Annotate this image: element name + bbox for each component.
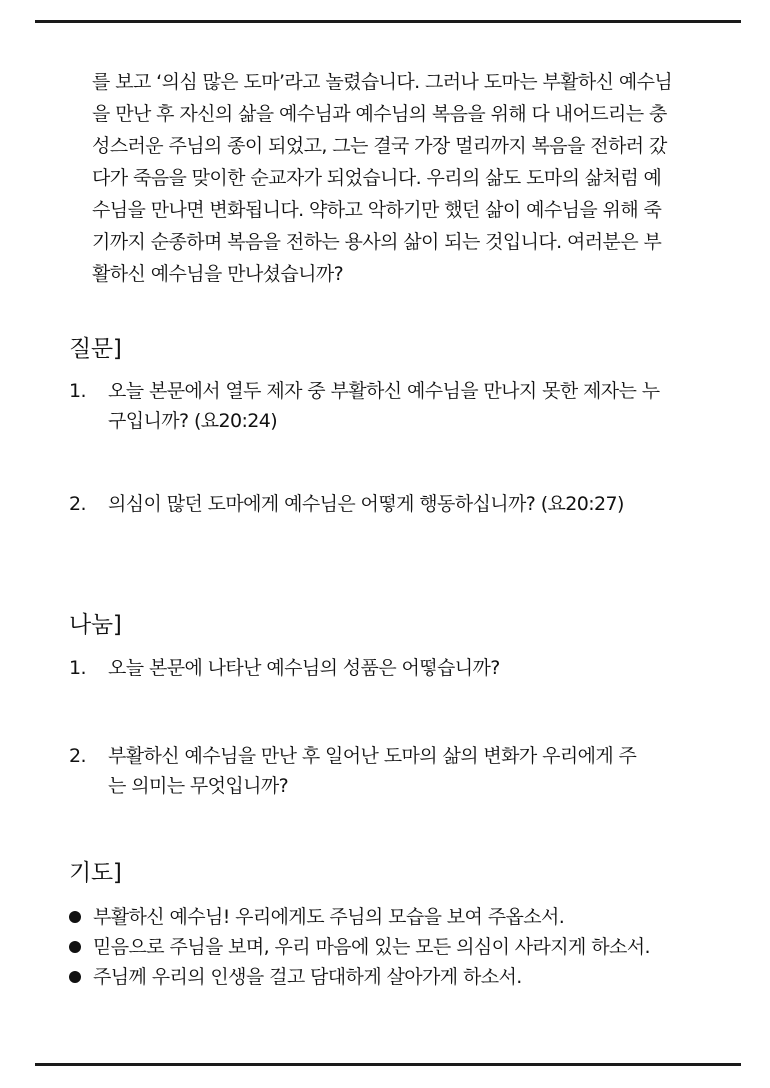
prayer-text: 믿음으로 주님을 보며, 우리 마음에 있는 모든 의심이 사라지게 하소서. bbox=[93, 936, 650, 958]
sharing-number: 1. bbox=[69, 657, 86, 679]
sharing-item-2 bbox=[69, 741, 709, 801]
prayer-text: 주님께 우리의 인생을 걸고 담대하게 살아가게 하소서. bbox=[93, 966, 522, 988]
intro-line: 성스러운 주님의 종이 되었고, 그는 결국 가장 멀리까지 복음을 전하러 갔 bbox=[92, 135, 667, 157]
question-text-line: 구입니까? (요20:24) bbox=[108, 410, 278, 432]
sharing-text-line: 부활하신 예수님을 만난 후 일어난 도마의 삶의 변화가 우리에게 주 bbox=[108, 745, 637, 767]
intro-line: 기까지 순종하며 복음을 전하는 용사의 삶이 되는 것입니다. 여러분은 부 bbox=[92, 231, 662, 253]
sharing-text-line: 오늘 본문에 나타난 예수님의 성품은 어떻습니까? bbox=[108, 657, 500, 679]
question-text-line: 의심이 많던 도마에게 예수님은 어떻게 행동하십니까? (요20:27) bbox=[108, 493, 624, 515]
intro-line: 을 만난 후 자신의 삶을 예수님과 예수님의 복음을 위해 다 내어드리는 충 bbox=[92, 103, 667, 125]
top-divider bbox=[35, 20, 741, 23]
prayer-item bbox=[69, 902, 564, 932]
prayer-text: 부활하신 예수님! 우리에게도 주님의 모습을 보여 주옵소서. bbox=[93, 906, 565, 928]
intro-paragraph bbox=[92, 66, 704, 290]
sharing-text-line: 는 의미는 무엇입니까? bbox=[108, 775, 289, 797]
prayer-item bbox=[69, 932, 650, 962]
question-number: 1. bbox=[69, 380, 86, 402]
question-item-2 bbox=[69, 489, 709, 519]
sharing-number: 2. bbox=[69, 745, 86, 767]
question-item-1 bbox=[69, 376, 709, 436]
prayer-item bbox=[69, 962, 522, 992]
intro-line: 를 보고 ‘의심 많은 도마’라고 놀렸습니다. 그러나 도마는 부활하신 예수님 bbox=[92, 71, 673, 93]
bullet-icon bbox=[69, 941, 81, 953]
question-number: 2. bbox=[69, 493, 86, 515]
question-text-line: 오늘 본문에서 열두 제자 중 부활하신 예수님을 만나지 못한 제자는 누 bbox=[108, 380, 660, 402]
questions-heading: 질문] bbox=[69, 336, 122, 362]
intro-line: 수님을 만나면 변화됩니다. 약하고 악하기만 했던 삶이 예수님을 위해 죽 bbox=[92, 199, 662, 221]
prayer-heading: 기도] bbox=[69, 860, 122, 886]
intro-line: 다가 죽음을 맞이한 순교자가 되었습니다. 우리의 삶도 도마의 삶처럼 예 bbox=[92, 167, 662, 189]
bottom-divider bbox=[35, 1063, 741, 1066]
bullet-icon bbox=[69, 911, 81, 923]
sharing-heading: 나눔] bbox=[69, 612, 122, 638]
intro-line: 활하신 예수님을 만나셨습니까? bbox=[92, 263, 344, 285]
bullet-icon bbox=[69, 971, 81, 983]
sharing-item-1 bbox=[69, 653, 709, 683]
